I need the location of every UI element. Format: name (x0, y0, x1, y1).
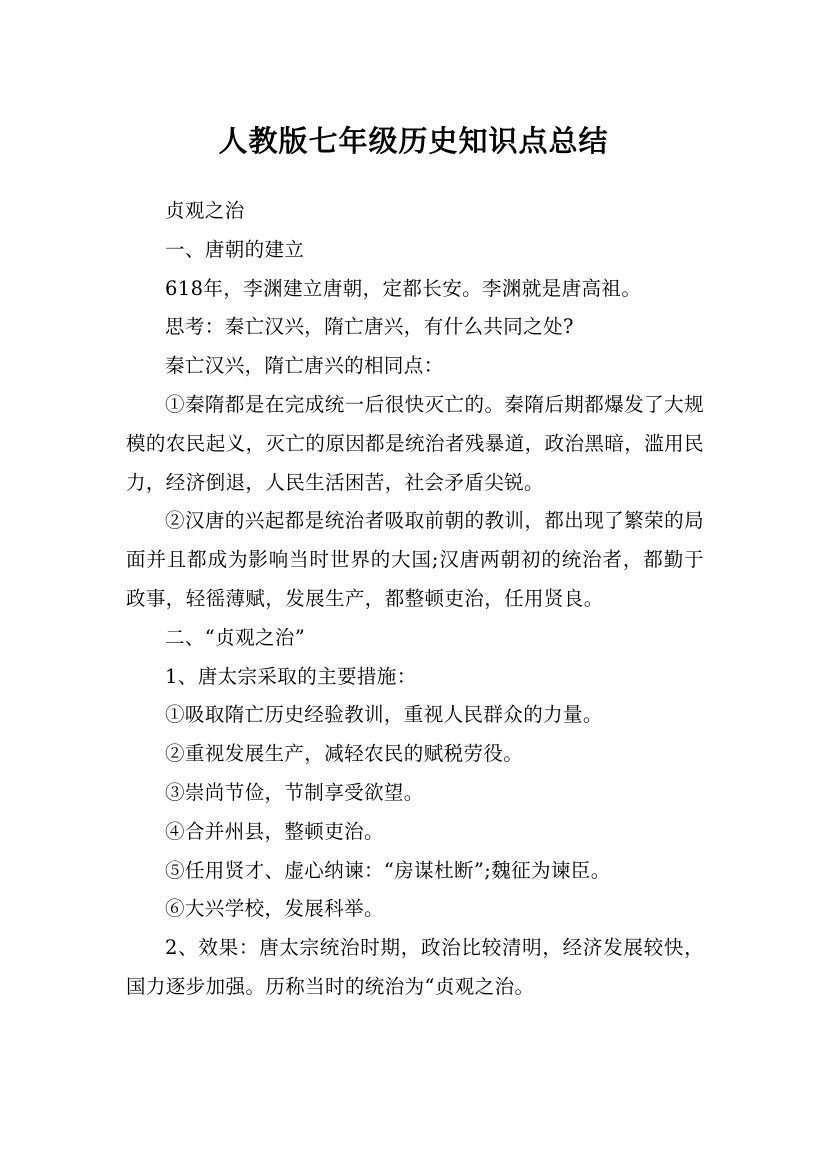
paragraph: 贞观之治 (165, 199, 245, 222)
paragraph: ②重视发展生产，减轻农民的赋税劳役。 (165, 742, 524, 766)
paragraph: ⑤任用贤才、虚心纳谏：“房谋杜断”;魏征为谏臣。 (165, 858, 611, 882)
paragraph: 二、“贞观之治” (165, 625, 306, 649)
paragraph: ②汉唐的兴起都是统治者吸取前朝的教训，都出现了繁荣的局面并且都成为影响当时世界的大国;汉唐两朝初的统治者，都勤于政事，轻徭薄赋，发展生产，都整顿吏治，任用贤良。 (126, 509, 704, 610)
paragraph: ⑥大兴学校，发展科举。 (165, 897, 384, 921)
paragraph: 618年，李渊建立唐朝，定都长安。李渊就是唐高祖。 (165, 276, 642, 300)
paragraph: ④合并州县，整顿吏治。 (165, 819, 384, 843)
paragraph: 思考：秦亡汉兴，隋亡唐兴，有什么共同之处? (165, 315, 574, 339)
paragraph: 一、唐朝的建立 (165, 237, 305, 261)
document-title: 人教版七年级历史知识点总结 (218, 124, 609, 159)
paragraph: 秦亡汉兴，隋亡唐兴的相同点： (165, 354, 444, 378)
paragraph: 2、效果：唐太宗统治时期，政治比较清明，经济发展较快，国力逐步加强。历称当时的统治为“贞观之治。 (126, 936, 704, 998)
paragraph: ①秦隋都是在完成统一后很快灭亡的。秦隋后期都爆发了大规模的农民起义，灭亡的原因都是统治者残暴道，政治黑暗，滥用民力，经济倒退，人民生活困苦，社会矛盾尖锐。 (126, 392, 704, 494)
paragraph: 1、唐太宗采取的主要措施： (165, 664, 417, 688)
paragraph: ①吸取隋亡历史经验教训，重视人民群众的力量。 (165, 703, 603, 727)
paragraph: ③崇尚节俭，节制享受欲望。 (165, 780, 424, 804)
document-body (126, 192, 704, 1007)
